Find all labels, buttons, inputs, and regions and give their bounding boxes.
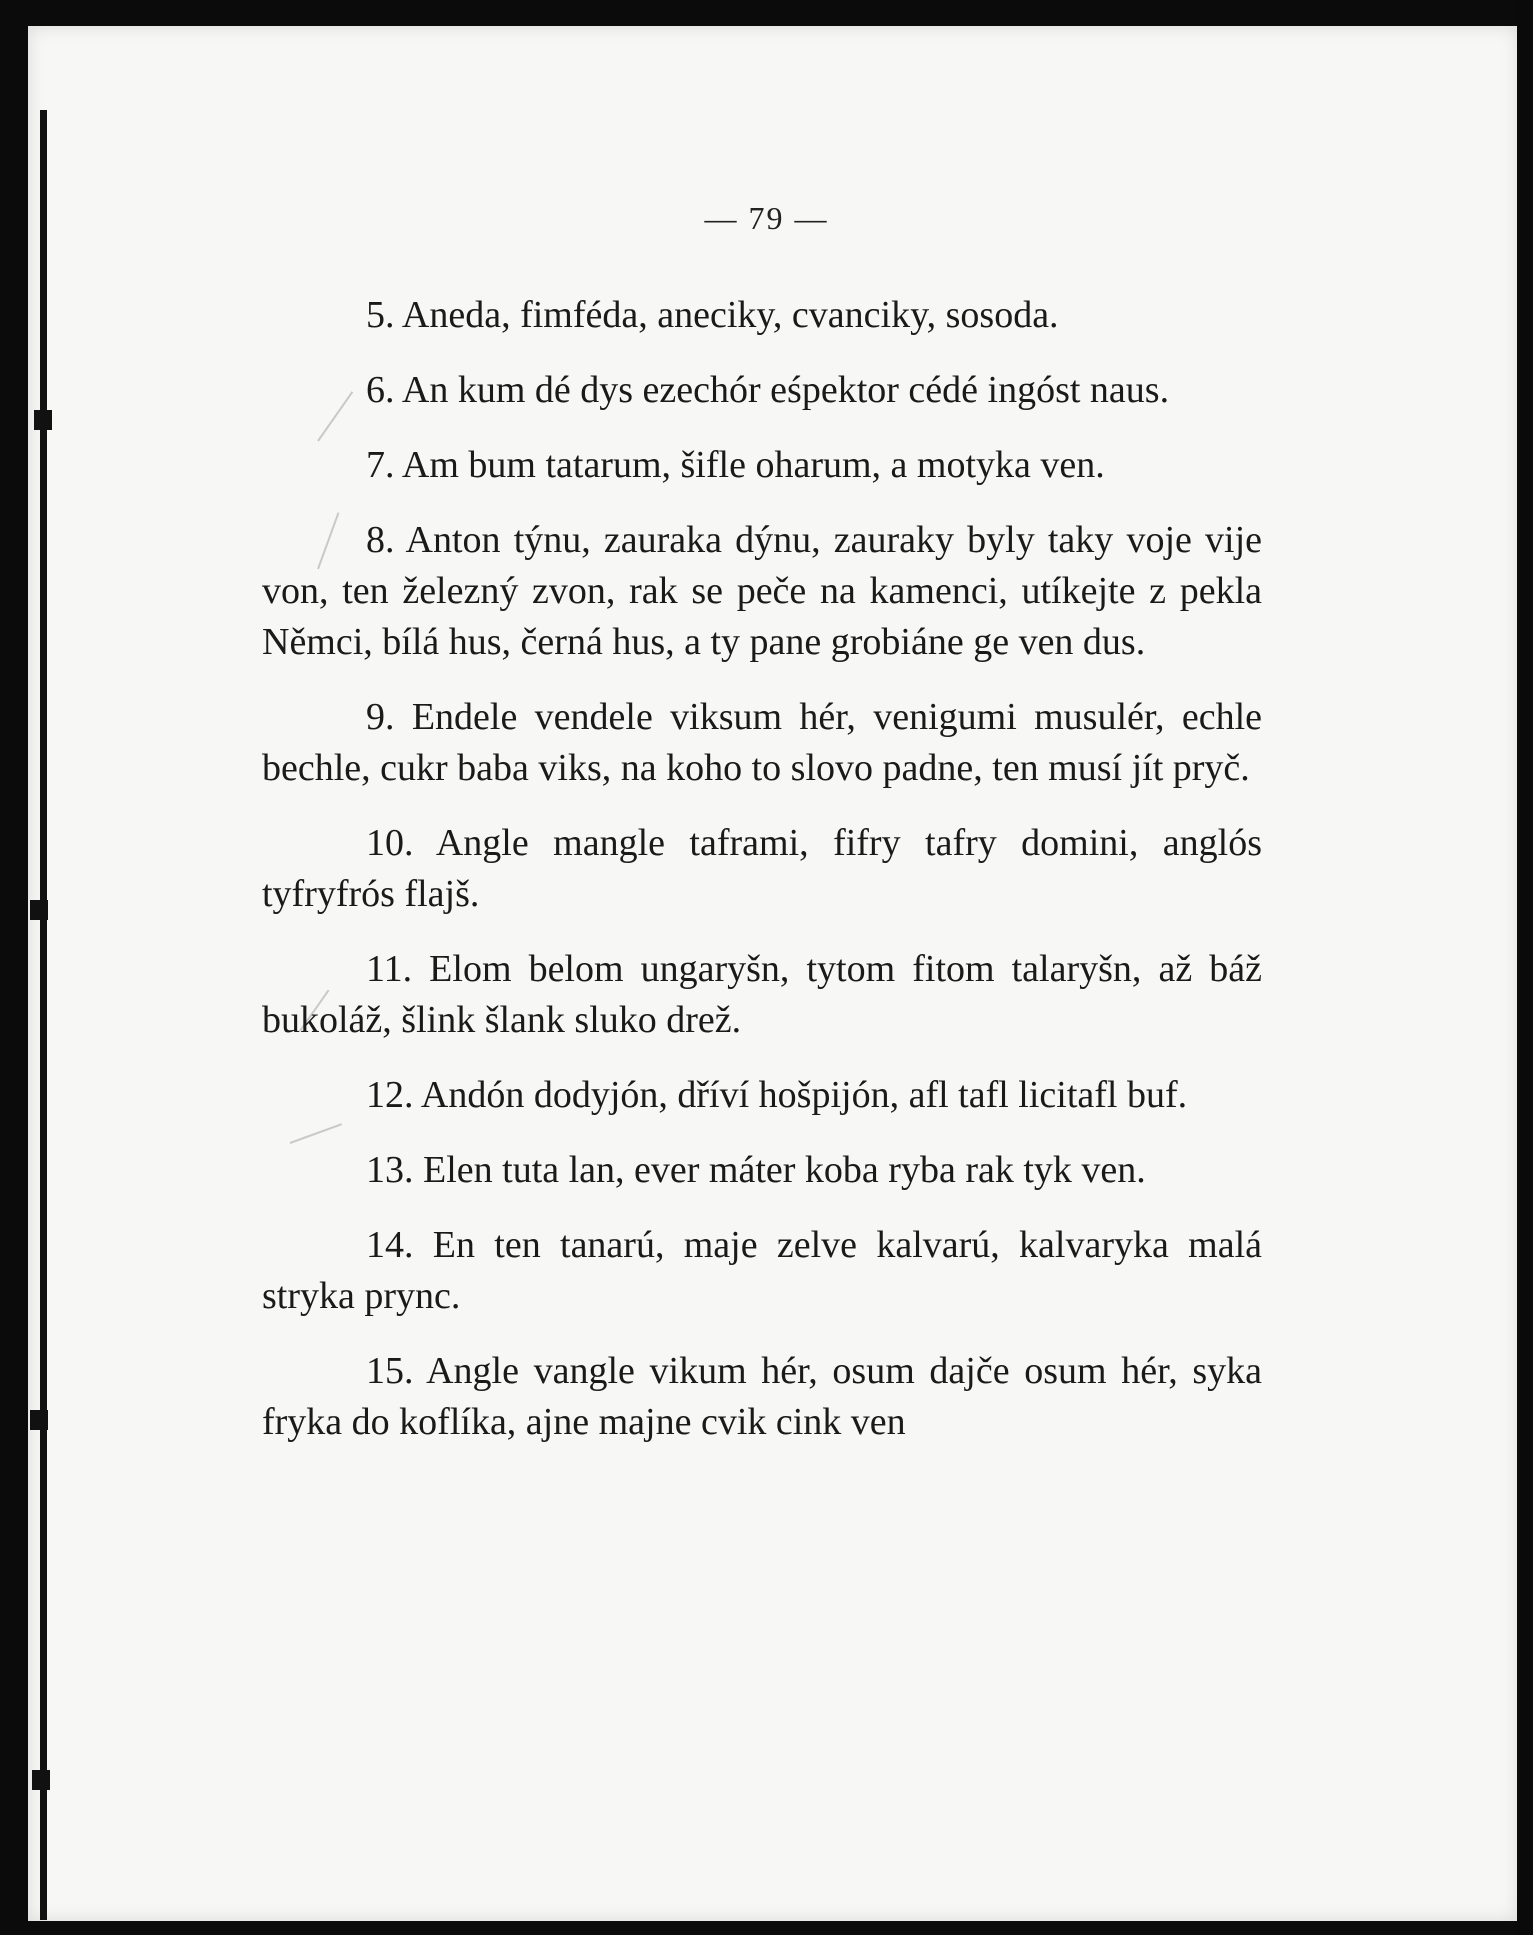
verse-5 <box>262 290 1262 341</box>
verse-14 <box>262 1220 1262 1322</box>
verse-number: 8. <box>366 519 395 561</box>
verse-text: Angle vangle vikum hér, osum dajče osum hér, syka fryka do koflíka, ajne majne cvik cink ven <box>262 1350 1263 1443</box>
verse-number: 5. <box>366 294 395 336</box>
page-right-edge <box>1517 0 1533 1935</box>
verse-6 <box>262 365 1262 416</box>
verse-number: 14. <box>366 1224 414 1266</box>
verse-10 <box>262 818 1262 920</box>
binding-edge <box>40 110 47 1920</box>
verse-7 <box>262 440 1262 491</box>
verse-8 <box>262 515 1262 668</box>
verse-number: 10. <box>366 822 414 864</box>
verse-list <box>262 290 1262 1472</box>
verse-9 <box>262 692 1262 794</box>
binding-notch <box>30 1410 48 1430</box>
verse-text: Endele vendele viksum hér, venigumi musulér, echle bechle, cukr baba viks, na koho to slovo padne, ten musí jít pryč. <box>262 696 1262 789</box>
verse-number: 9. <box>366 696 395 738</box>
verse-12 <box>262 1070 1262 1121</box>
verse-text: Andón dodyjón, dříví hošpijón, afl tafl licitafl buf. <box>420 1074 1188 1116</box>
verse-number: 12. <box>366 1074 414 1116</box>
verse-11 <box>262 944 1262 1046</box>
page-number: — 79 — <box>704 200 829 236</box>
verse-text: Elom belom ungaryšn, tytom fitom talaryšn, až báž bukoláž, šlink šlank sluko drež. <box>262 948 1263 1041</box>
verse-number: 15. <box>366 1350 414 1392</box>
verse-13 <box>262 1145 1262 1196</box>
verse-text: An kum dé dys ezechór eśpektor cédé ingóst naus. <box>401 369 1170 411</box>
verse-text: Elen tuta lan, ever máter koba ryba rak tyk ven. <box>423 1149 1146 1191</box>
verse-number: 11. <box>366 948 413 990</box>
verse-number: 7. <box>366 444 395 486</box>
verse-text: En ten tanarú, maje zelve kalvarú, kalvaryka malá stryka prync. <box>262 1224 1263 1317</box>
verse-text: Angle mangle taframi, fifry tafry domini, anglós tyfryfrós flajš. <box>262 822 1262 915</box>
binding-notch <box>32 1770 50 1790</box>
verse-text: Aneda, fimféda, aneciky, cvanciky, sosoda. <box>401 294 1059 336</box>
verse-text: Am bum tatarum, šifle oharum, a motyka ven. <box>401 444 1105 486</box>
verse-number: 13. <box>366 1149 414 1191</box>
binding-notch <box>34 410 52 430</box>
binding-notch <box>30 900 48 920</box>
verse-number: 6. <box>366 369 395 411</box>
verse-15 <box>262 1346 1262 1448</box>
verse-text: Anton týnu, zauraka dýnu, zauraky byly taky voje vije von, ten železný zvon, rak se peče na kamenci, utíkejte z pekla Němci, bílá hus, černá hus, a ty pane grobiáne ge ven dus. <box>262 519 1262 663</box>
